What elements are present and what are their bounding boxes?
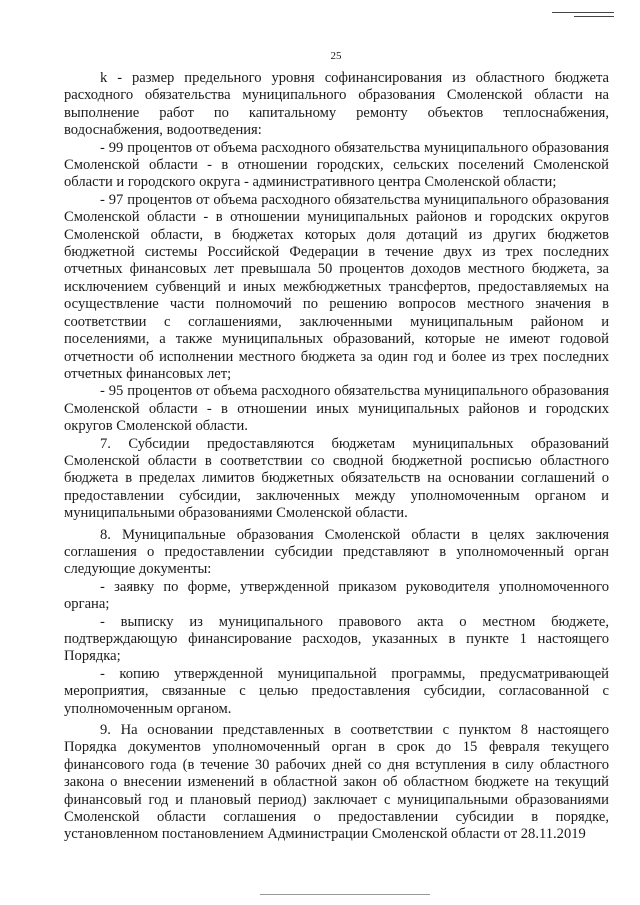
paragraph-99-percent: - 99 процентов от объема расходного обязательства муниципального образования Смоленской области - в отношении городских, сельских поселений Смоленской области и городского округа - административного центра Смоленской области; [64, 139, 609, 191]
page-number: 25 [330, 50, 342, 62]
paragraph-95-percent: - 95 процентов от объема расходного обязательства муниципального образования Смоленской области - в отношении иных муниципальных районов и городских округов Смоленской области. [64, 383, 609, 435]
scan-mark-top [552, 12, 614, 13]
scan-mark-bottom [260, 894, 430, 895]
paragraph-item-7: 7. Субсидии предоставляются бюджетам муниципальных образований Смоленской области в соответствии со сводной бюджетной росписью областного бюджета в пределах лимитов бюджетных обязательств на основании соглашений о предоставлении субсидии, заключенных между уполномоченным органом и муниципальными образованиями Смоленской области. [64, 435, 609, 522]
paragraph-97-percent: - 97 процентов от объема расходного обязательства муниципального образования Смоленской области - в отношении муниципальных районов и городских округов Смоленской области, в бюджетах которых доля дотаций из других бюджетов бюджетной системы Российской Федерации в течение двух из трех последних отчетных финансовых лет превышала 50 процентов доходов местного бюджета, за исключением субвенций и иных межбюджетных трансфертов, предоставляемых на осуществление части полномочий по решению вопросов местного значения в соответствии с соглашениями, заключенными муниципальным районом и поселениями, а также муниципальных образований, которые не имеют годовой отчетности об исполнении местного бюджета за один год и более из трех последних отчетных финансовых лет; [64, 191, 609, 382]
paragraph-extract: - выписку из муниципального правового акта о местном бюджете, подтверждающую финансирование расходов, указанных в пункте 1 настоящего Порядка; [64, 613, 609, 665]
paragraph-k-definition: k - размер предельного уровня софинансирования из областного бюджета расходного обязательства муниципального образования Смоленской области на выполнение работ по капитальному ремонту объектов теплоснабжения, водоснабжения, водоотведения: [64, 70, 609, 139]
paragraph-item-9: 9. На основании представленных в соответствии с пунктом 8 настоящего Порядка документов уполномоченный орган в срок до 15 февраля текущего финансового года (в течение 30 рабочих дней со дня вступления в силу областного закона о внесении изменений в областной закон об областном бюджете на текущий финансовый год и плановый период) заключает с муниципальными образованиями Смоленской области соглашения о предоставлении субсидии в порядке, установленном постановлением Администрации Смоленской области от 28.11.2019 [64, 722, 609, 843]
scan-mark-top-short [574, 16, 614, 17]
paragraph-application: - заявку по форме, утвержденной приказом руководителя уполномоченного органа; [64, 578, 609, 613]
paragraph-program-copy: - копию утвержденной муниципальной программы, предусматривающей мероприятия, связанные с целью предоставления субсидии, согласованной с уполномоченным органом. [64, 665, 609, 717]
paragraph-item-8: 8. Муниципальные образования Смоленской области в целях заключения соглашения о предоставлении субсидии представляют в уполномоченный орган следующие документы: [64, 526, 609, 578]
document-body [64, 70, 609, 844]
